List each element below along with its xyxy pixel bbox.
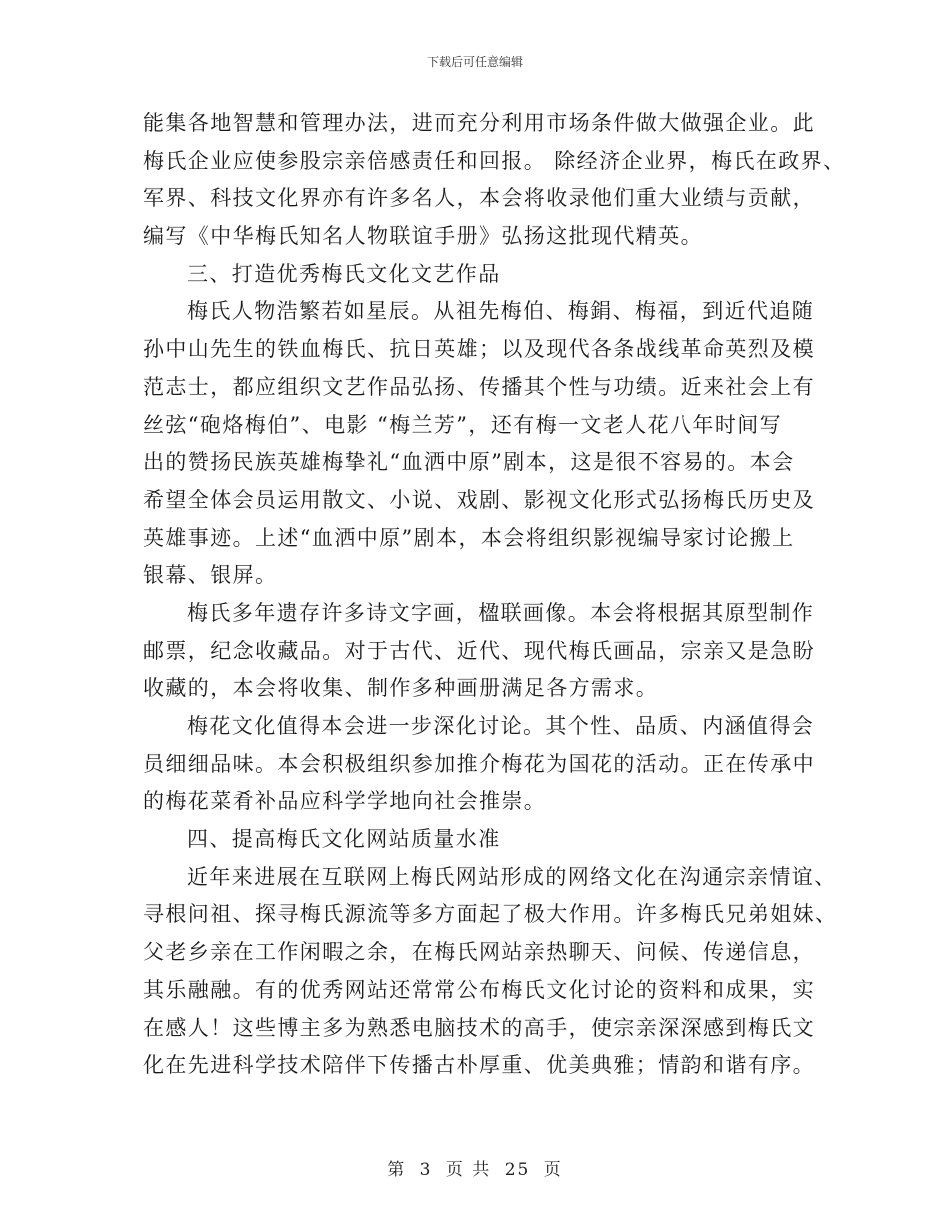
body-line: 编写《中华梅氏知名人物联谊手册》弘扬这批现代精英。	[143, 224, 703, 249]
body-line: 能集各地智慧和管理办法，进而充分利用市场条件做大做强企业。此	[143, 111, 815, 135]
paragraph-start-line: 梅氏人物浩繁若如星辰。从祖先梅伯、梅鋗、梅福，到近代追随	[187, 299, 815, 324]
page-footer	[0, 1155, 950, 1180]
body-line: 孙中山先生的铁血梅氏、抗日英雄；以及现代各条战线革命英烈及模	[143, 337, 815, 362]
body-line: 英雄事迹。上述“血洒中原”剧本，本会将组织影视编导家讨论搬上	[143, 525, 795, 550]
body-line: 寻根问祖、探寻梅氏源流等多方面起了极大作用。许多梅氏兄弟姐妹、	[143, 902, 838, 927]
body-line: 其乐融融。有的优秀网站还常常公布梅氏文化讨论的资料和成果，实	[143, 977, 815, 1002]
body-line: 在感人！这些博主多为熟悉电脑技术的高手，使宗亲深深感到梅氏文	[143, 1015, 815, 1040]
paragraph-start-line: 近年来进展在互联网上梅氏网站形成的网络文化在沟通宗亲情谊、	[187, 864, 837, 889]
body-line: 出的赞扬民族英雄梅挚礼“血洒中原”剧本，这是很不容易的。本会	[143, 450, 795, 475]
paragraph-start-line: 梅花文化值得本会进一步深化讨论。其个性、品质、内涵值得会	[187, 714, 815, 738]
body-line: 银幕、银屏。	[143, 563, 278, 588]
page-header	[0, 53, 950, 70]
body-line: 收藏的，本会将收集、制作多种画册满足各方需求。	[143, 676, 659, 701]
body-line: 范志士，都应组织文艺作品弘扬、传播其个性与功绩。近来社会上有	[143, 374, 815, 399]
page-number-suffix: 页	[543, 1160, 563, 1180]
body-line: 化在先进科学技术陪伴下传播古朴厚重、优美典雅；情韵和谐有序。	[143, 1053, 815, 1078]
paragraph-start-line: 梅氏多年遗存许多诗文字画，楹联画像。本会将根据其原型制作	[187, 600, 815, 625]
page-number-prefix: 第	[387, 1160, 407, 1180]
body-line: 员细细品味。本会积极组织参加推介梅花为国花的活动。正在传承中	[143, 751, 815, 776]
header-text: 下载后可任意编辑	[426, 55, 523, 69]
body-line: 梅氏企业应使参股宗亲倍感责任和回报。 除经济企业界，梅氏在政界、	[143, 148, 846, 173]
page-number-middle: 页 共	[445, 1160, 492, 1180]
body-line: 希望全体会员运用散文、小说、戏剧、影视文化形式弘扬梅氏历史及	[143, 487, 815, 512]
total-page-count: 25	[504, 1160, 531, 1180]
body-line: 军界、科技文化界亦有许多名人，本会将收录他们重大业绩与贡献，	[143, 186, 815, 211]
section-heading: 四、提高梅氏文化网站质量水准	[187, 827, 501, 852]
section-heading: 三、打造优秀梅氏文化文艺作品	[187, 261, 501, 286]
body-line: 的梅花菜肴补品应科学学地向社会推崇。	[143, 789, 547, 814]
body-line: 丝弦“砲烙梅伯”、电影 “梅兰芳”，还有梅一文老人花八年时间写	[143, 412, 783, 437]
current-page-number: 3	[419, 1160, 433, 1180]
body-line: 邮票，纪念收藏品。对于古代、近代、现代梅氏画品，宗亲又是急盼	[143, 638, 815, 663]
document-body	[143, 105, 846, 1085]
body-line: 父老乡亲在工作闲暇之余，在梅氏网站亲热聊天、问候、传递信息，	[143, 940, 815, 965]
